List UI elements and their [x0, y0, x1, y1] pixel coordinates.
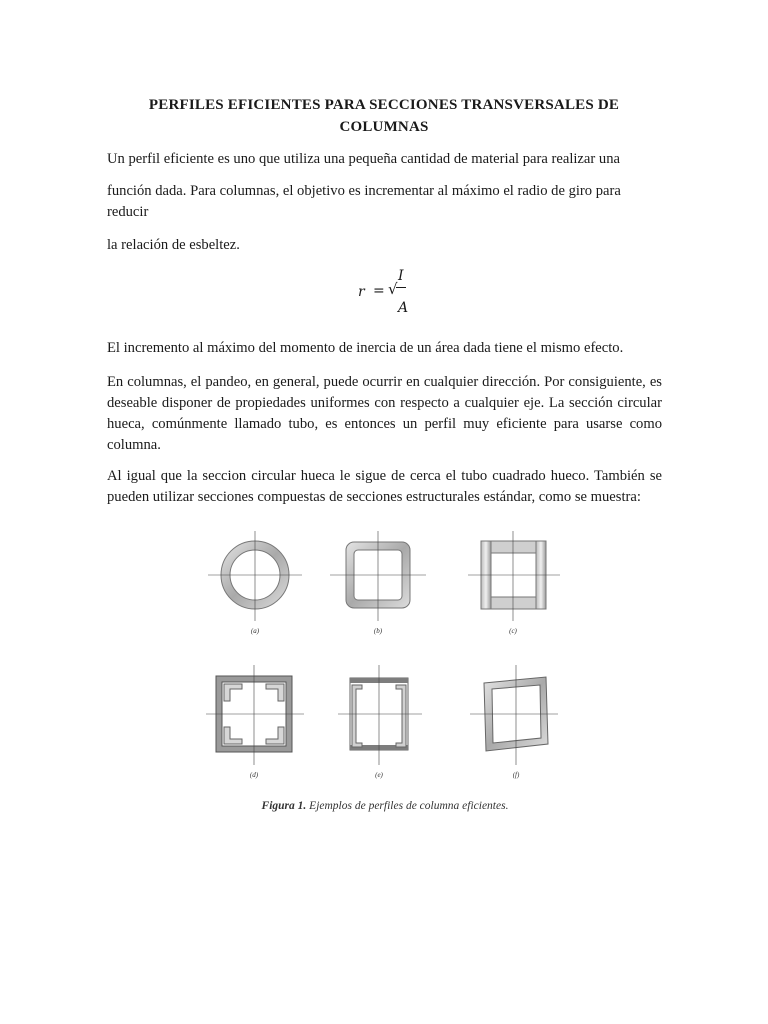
label-b: (b) [373, 627, 383, 635]
section-d-four-angles [206, 665, 304, 765]
section-e-channels [338, 665, 422, 765]
formula-lhs: r [358, 284, 365, 300]
figure-caption [200, 800, 570, 812]
label-a: (a) [250, 627, 260, 635]
radius-of-gyration-formula [356, 268, 426, 318]
figure-caption-text: Ejemplos de perfiles de columna eficientes. [309, 800, 509, 812]
paragraph-3: la relación de esbeltez. [107, 237, 240, 253]
section-b-square-tube [330, 531, 426, 621]
formula-denominator: A [398, 300, 409, 316]
paragraph-1: Un perfil eficiente es uno que utiliza una pequeña cantidad de material para realizar una [107, 151, 620, 167]
section-f-welded-angles [470, 665, 558, 765]
label-d: (d) [249, 771, 259, 779]
formula-radical: √ [388, 280, 398, 298]
section-c-built-up [468, 531, 560, 621]
paragraph-5: En columnas, el pandeo, en general, puede ocurrir en cualquier dirección. Por consiguiente, es deseable disponer de propiedades uniformes con respecto a cualquier eje. La sección circular hueca, comúnmente llamado tubo, es entonces un perfil muy eficiente para usarse como columna. [107, 374, 662, 453]
section-a-hollow-circle [208, 531, 302, 621]
formula-equals: = [373, 283, 385, 299]
paragraph-2: función dada. Para columnas, el objetivo es incrementar al máximo el radio de giro para reducir [107, 183, 621, 220]
paragraph-6: Al igual que la seccion circular hueca le sigue de cerca el tubo cuadrado hueco. También se pueden utilizar secciones compuestas de secciones estructurales estándar, como se muestra: [107, 468, 662, 505]
label-e: (e) [375, 771, 383, 779]
figure-caption-label: Figura 1. [261, 800, 307, 812]
formula-fraction-bar [396, 287, 406, 288]
label-c: (c) [509, 627, 517, 635]
column-sections-figure [200, 525, 570, 795]
paragraph-4: El incremento al máximo del momento de inercia de un área dada tiene el mismo efecto. [107, 340, 624, 356]
page-title: PERFILES EFICIENTES PARA SECCIONES TRANSVERSALES DE COLUMNAS [148, 97, 620, 135]
label-f: (f) [512, 771, 520, 779]
formula-numerator: I [398, 268, 404, 284]
